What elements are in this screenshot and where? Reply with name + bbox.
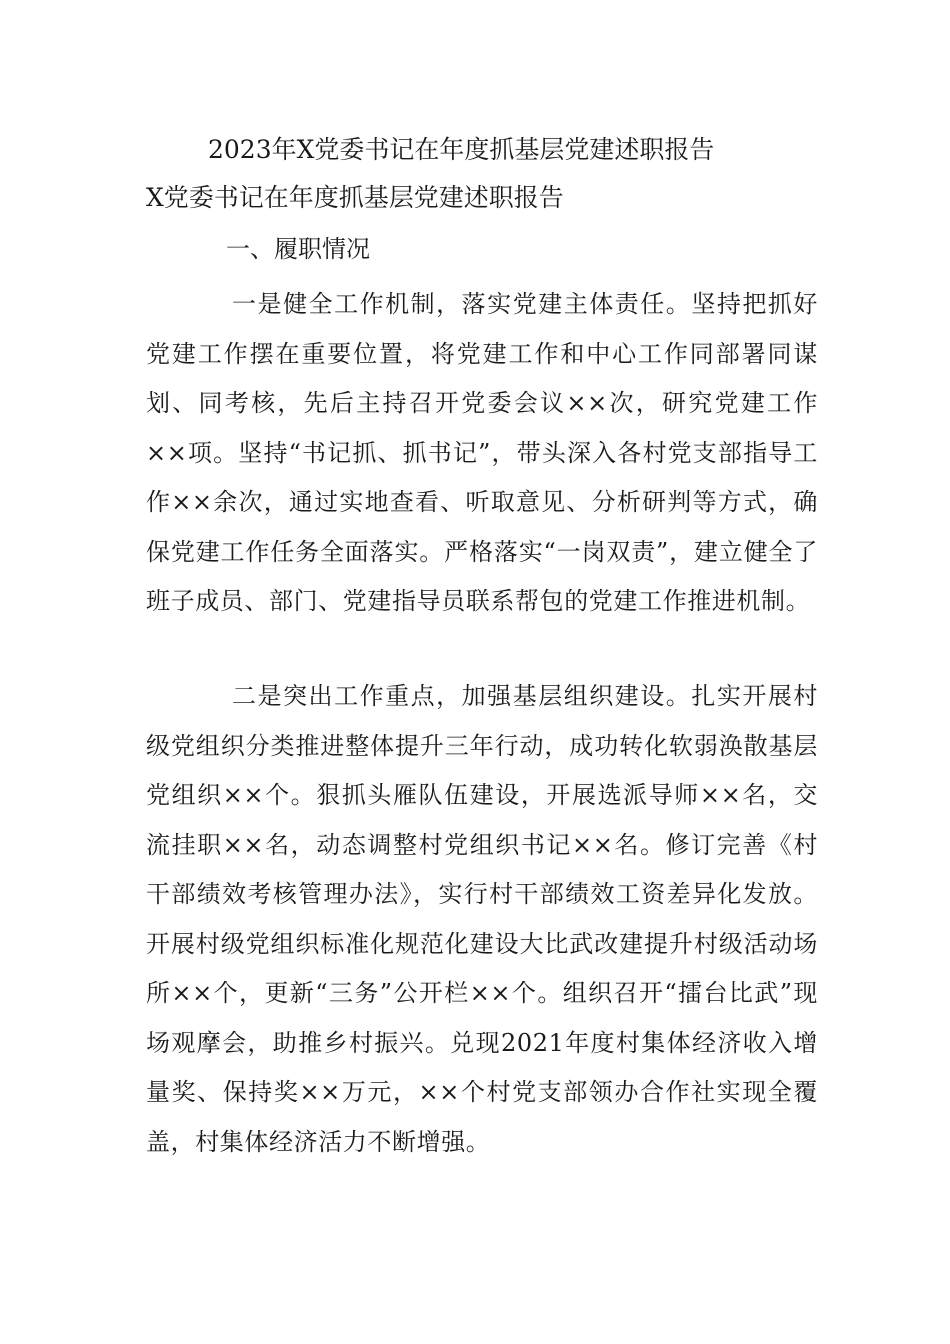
- section-heading: 一、履职情况: [226, 235, 370, 263]
- document-subtitle: X党委书记在年度抓基层党建述职报告: [146, 183, 564, 212]
- paragraph-work-mechanism: 一是健全工作机制，落实党建主体责任。坚持把抓好党建工作摆在重要位置，将党建工作和中心工作同部署同谋划、同考核，先后主持召开党委会议××次，研究党建工作××项。坚持“书记抓、抓书记”，带头深入各村党支部指导工作××余次，通过实地查看、听取意见、分析研判等方式，确保党建工作任务全面落实。严格落实“一岗双责”，建立健全了班子成员、部门、党建指导员联系帮包的党建工作推进机制。: [146, 290, 818, 615]
- paragraph-organization-building: 二是突出工作重点，加强基层组织建设。扎实开展村级党组织分类推进整体提升三年行动，成功转化软弱涣散基层党组织××个。狠抓头雁队伍建设，开展选派导师××名，交流挂职××名，动态调整村党组织书记××名。修订完善《村干部绩效考核管理办法》，实行村干部绩效工资差异化发放。开展村级党组织标准化规范化建设大比武改建提升村级活动场所××个，更新“三务”公开栏××个。组织召开“擂台比武”现场观摩会，助推乡村振兴。兑现2021年度村集体经济收入增量奖、保持奖××万元，××个村党支部领办合作社实现全覆盖，村集体经济活力不断增强。: [146, 682, 818, 1156]
- document-title: 2023年X党委书记在年度抓基层党建述职报告: [208, 135, 715, 164]
